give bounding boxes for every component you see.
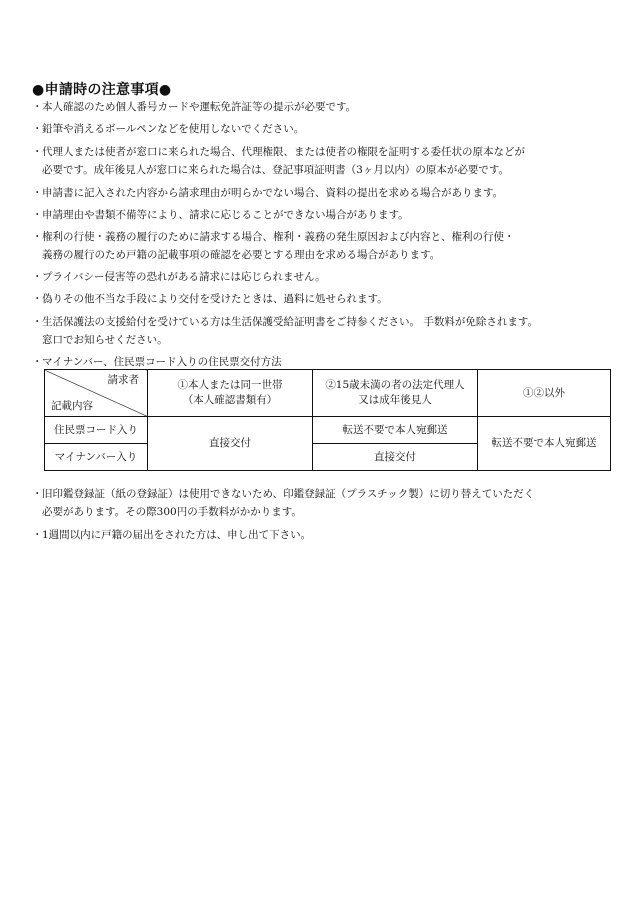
issuance-method-table [44, 369, 611, 471]
content-header: 記載内容 [51, 400, 93, 412]
column-header-guardian-line2: 又は成年後見人 [358, 394, 432, 406]
column-header-self-line1: ①本人または同一世帯 [177, 379, 283, 391]
notice-text: 申請書に記入された内容から請求理由が明らかでない場合、資料の提出を求める場合があります。 [42, 187, 504, 199]
cell-direct-mynumber: 直接交付 [313, 444, 478, 471]
notice-text: 偽りその他不当な手段により交付を受けたときは、過料に処せられます。 [42, 293, 388, 305]
notice-item-4 [32, 184, 617, 202]
corner-header-cell [45, 370, 148, 417]
notice-item-2 [32, 120, 617, 138]
cell-mail-resident-code: 転送不要で本人宛郵送 [313, 417, 478, 444]
bullet: ・ [32, 123, 43, 135]
bullet: ・ [32, 488, 43, 500]
notice-item-7 [32, 268, 617, 286]
requester-header: 請求者 [107, 374, 139, 386]
notice-text-continued: 必要です。成年後見人が窓口に来られた場合は、登記事項証明書（3ヶ月以内）の原本が必要です。 [42, 164, 509, 176]
notice-text: 旧印鑑登録証（紙の登録証）は使用できないため、印鑑登録証（プラスチック製）に切り替えていただく [42, 488, 535, 500]
notice-item-9 [32, 313, 617, 349]
bullet: ・ [32, 293, 43, 305]
notice-text-continued: 必要があります。その際300円の手数料がかかります。 [42, 506, 302, 518]
notice-text-continued: 窓口でお知らせください。 [42, 334, 168, 346]
notice-item-12 [32, 526, 617, 544]
cell-others-mail: 転送不要で本人宛郵送 [478, 417, 611, 471]
notice-text: 代理人または使者が窓口に来られた場合、代理権限、または使者の権限を証明する委任状の原本などが [42, 146, 525, 158]
bullet: ・ [32, 356, 43, 368]
bullet: ・ [32, 187, 43, 199]
bullet: ・ [32, 231, 43, 243]
bullet: ・ [32, 529, 43, 541]
notice-text-continued: 義務の履行のため戸籍の記載事項の確認を必要とする理由を求める場合があります。 [42, 249, 441, 261]
notice-text: プライバシー侵害等の恐れがある請求には応じられません。 [42, 271, 326, 283]
notice-text: 権利の行使・義務の履行のために請求する場合、権利・義務の発生原因および内容と、権利の行使・ [42, 231, 515, 243]
column-header-self-line2: （本人確認書類有） [182, 394, 278, 406]
bullet: ・ [32, 101, 43, 113]
table-header-row [45, 370, 611, 417]
notice-text: 鉛筆や消えるボールペンなどを使用しないでください。 [42, 123, 305, 135]
bullet: ・ [32, 271, 43, 283]
column-header-guardian-line1: ②15歳未満の者の法定代理人 [325, 379, 465, 391]
notice-item-1 [32, 98, 617, 116]
notice-item-11 [32, 485, 617, 521]
table-row [45, 417, 611, 444]
notice-item-8 [32, 290, 617, 308]
notice-item-3 [32, 143, 617, 179]
page-title: ●申請時の注意事項● [32, 82, 172, 98]
row-label-mynumber: マイナンバー入り [45, 444, 148, 471]
column-header-guardian [313, 370, 478, 417]
bullet: ・ [32, 316, 43, 328]
notice-text: マイナンバー、住民票コード入りの住民票交付方法 [42, 356, 282, 368]
cell-direct-issue: 直接交付 [148, 417, 313, 471]
column-header-others: ①②以外 [478, 370, 611, 417]
bullet: ・ [32, 209, 43, 221]
notice-text: 本人確認のため個人番号カードや運転免許証等の提示が必要です。 [42, 101, 357, 113]
row-label-resident-code: 住民票コード入り [45, 417, 148, 444]
notice-item-5 [32, 206, 617, 224]
notice-text: 申請理由や書類不備等により、請求に応じることができない場合があります。 [42, 209, 409, 221]
bullet: ・ [32, 146, 43, 158]
notice-text: 生活保護法の支援給付を受けている方は生活保護受給証明書をご持参ください。 手数料が免除されます。 [42, 316, 538, 328]
notice-item-6 [32, 228, 617, 264]
notice-text: 1週間以内に戸籍の届出をされた方は、申し出て下さい。 [42, 529, 312, 541]
column-header-self [148, 370, 313, 417]
